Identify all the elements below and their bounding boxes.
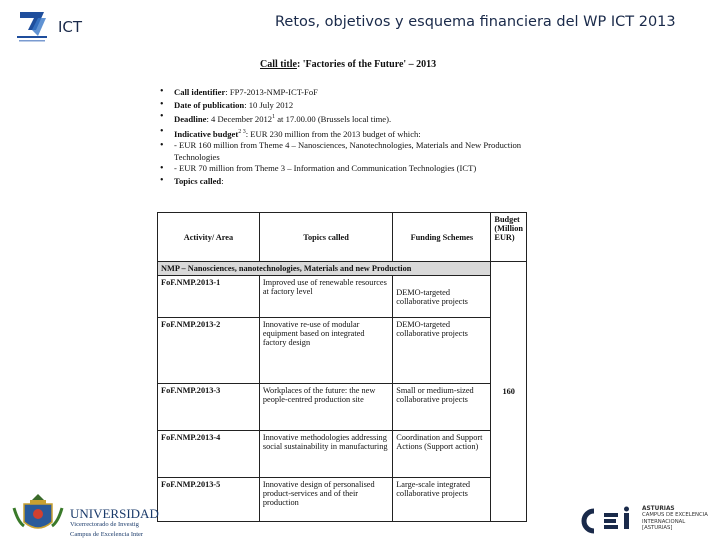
asturias-line-4: [ASTURIAS]	[642, 524, 673, 531]
row-scheme: Large-scale integrated collaborative projects	[393, 478, 491, 522]
row-topic: Workplaces of the future: the new people-centred production site	[259, 384, 392, 431]
bullet-label: Call identifier	[174, 87, 226, 97]
fp7-logo-icon	[14, 8, 54, 44]
bullet-label: Deadline	[174, 114, 207, 125]
bullet-colon: :	[221, 175, 224, 186]
list-item	[160, 175, 560, 188]
section-row	[158, 262, 527, 276]
bullet-value: : 10 July 2012	[244, 99, 294, 110]
row-code: FoF.NMP.2013-1	[158, 276, 260, 318]
budget-line: • - EUR 70 million from Theme 3 – Information and Communication Technologies (ICT)	[174, 163, 477, 174]
budget-line-item	[160, 140, 560, 163]
call-title-value: : 'Factories of the Future' – 2013	[296, 59, 437, 70]
table-header-row	[158, 213, 527, 262]
asturias-campus-logo-icon	[580, 505, 640, 537]
row-scheme: DEMO-targeted collaborative projects	[393, 318, 491, 384]
slide-title: Retos, objetivos y esquema financiera del WP ICT 2013	[275, 14, 676, 30]
row-code: FoF.NMP.2013-2	[158, 318, 260, 384]
bullet-value: : 4 December 2012	[206, 114, 273, 125]
row-topic: Innovative design of personalised product-services and of their production	[259, 478, 392, 522]
list-item	[160, 99, 560, 112]
row-code: FoF.NMP.2013-4	[158, 431, 260, 478]
footnote-mark: 1	[272, 114, 276, 121]
bullet-label: Topics called	[174, 175, 222, 186]
bullet-label: Indicative budget	[174, 128, 239, 139]
row-topic: Innovative methodologies addressing social sustainability in manufacturing	[259, 431, 392, 478]
asturias-line-1: ASTURIAS	[642, 506, 675, 512]
asturias-line-3: INTERNACIONAL	[642, 518, 686, 525]
topics-table	[157, 212, 527, 522]
ict-label: ICT	[58, 18, 83, 36]
bullet-value: : FP7-2013-NMP-ICT-FoF	[225, 87, 318, 97]
call-title	[260, 59, 436, 70]
table-row	[158, 276, 527, 318]
table-row	[158, 431, 527, 478]
row-scheme: Coordination and Support Actions (Support action)	[393, 431, 491, 478]
bullet-value: : EUR 230 million from the 2013 budget of which:	[245, 128, 421, 139]
footnote-mark: 2 3	[238, 128, 246, 135]
asturias-line-2: CAMPUS DE EXCELENCIA	[642, 512, 708, 519]
list-item	[160, 111, 560, 125]
university-crest-icon	[10, 492, 66, 536]
table-row	[158, 478, 527, 522]
row-code: FoF.NMP.2013-5	[158, 478, 260, 522]
row-topic: Improved use of renewable resources at factory level	[259, 276, 392, 318]
header-budget: Budget (Million EUR)	[491, 213, 527, 262]
asturias-campus-text	[642, 506, 708, 531]
budget-line-item	[160, 163, 560, 175]
row-scheme: Small or medium-sized collaborative projects	[393, 384, 491, 431]
university-subtitle-1: Vicerrectorado de Investig	[70, 521, 139, 528]
university-subtitle-2: Campus de Excelencia Inter	[70, 531, 144, 538]
row-topic: Innovative re-use of modular equipment based on integrated factory design	[259, 318, 392, 384]
call-details-list	[160, 86, 560, 187]
budget-line: • - EUR 160 million from Theme 4 – Nanosciences, Nanotechnologies, Materials and New Production Technologies	[174, 140, 522, 162]
header-activity: Activity/ Area	[158, 213, 260, 262]
header-topics: Topics called	[259, 213, 392, 262]
university-name: UNIVERSIDAD	[70, 506, 159, 521]
row-code: FoF.NMP.2013-3	[158, 384, 260, 431]
call-title-label: Call title	[260, 59, 297, 70]
bullet-value-rest: at 17.00.00 (Brussels local time).	[275, 114, 392, 125]
bullet-label: Date of publication	[174, 99, 245, 110]
row-scheme: DEMO-targeted collaborative projects	[393, 276, 491, 318]
section-title: NMP – Nanosciences, nanotechnologies, Materials and new Production	[158, 262, 491, 276]
list-item	[160, 126, 560, 140]
list-item	[160, 86, 560, 99]
header-funding: Funding Schemes	[393, 213, 491, 262]
table-row	[158, 318, 527, 384]
budget-value: 160	[491, 262, 527, 522]
table-row	[158, 384, 527, 431]
